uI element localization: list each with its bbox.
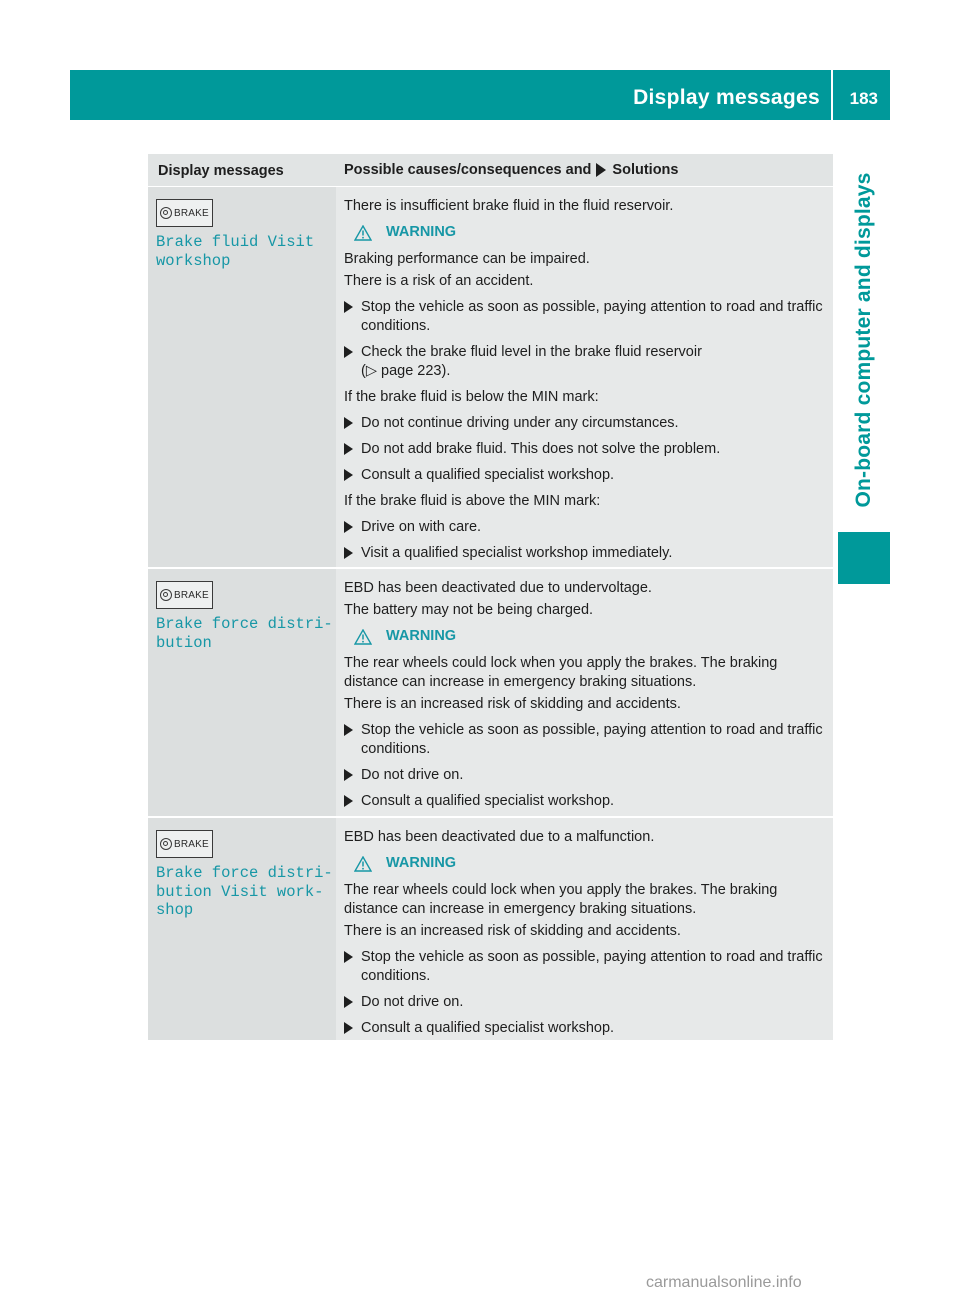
step-arrow-icon	[344, 301, 353, 313]
warning-text: Braking performance can be impaired.	[344, 251, 590, 267]
condition-text: If the brake fluid is below the MIN mark:	[344, 389, 599, 405]
instruction-step: Consult a qualified specialist workshop.	[344, 792, 825, 811]
warning-triangle-icon	[354, 629, 372, 645]
warning-heading: WARNING	[354, 223, 825, 242]
instruction-step: Consult a qualified specialist workshop.	[344, 466, 825, 485]
chapter-label: On-board computer and displays	[852, 172, 875, 508]
brake-warning-icon: BRAKE	[156, 830, 213, 858]
display-message: Brake force distri‐ bution Visit work‐ shop	[156, 864, 333, 919]
arrow-right-icon	[596, 163, 606, 177]
warning-heading: WARNING	[354, 627, 825, 646]
warning-triangle-icon	[354, 225, 372, 241]
display-message: Brake fluid Visit workshop	[156, 233, 315, 270]
solutions-cell	[336, 569, 833, 816]
instruction-step: Stop the vehicle as soon as possible, paying attention to road and traffic conditions.	[344, 948, 825, 986]
step-arrow-icon	[344, 469, 353, 481]
instruction-step: Consult a qualified specialist workshop.	[344, 1019, 825, 1038]
table-row	[148, 818, 833, 1042]
instruction-step: Drive on with care.	[344, 518, 825, 537]
instruction-step: Do not drive on.	[344, 993, 825, 1012]
column-header-display: Display messages	[158, 163, 284, 179]
cause-text: There is insufficient brake fluid in the fluid reservoir.	[344, 198, 674, 214]
chapter-tab	[838, 150, 890, 530]
condition-text: If the brake fluid is above the MIN mark:	[344, 493, 601, 509]
column-header-causes	[336, 154, 678, 186]
warning-text: The rear wheels could lock when you apply the brakes. The braking distance can increase in emergency braking situations.	[344, 882, 778, 917]
column-header-solutions-text: Solutions	[612, 162, 679, 178]
chapter-marker	[838, 532, 890, 584]
instruction-step	[344, 343, 825, 381]
warning-text: There is an increased risk of skidding and accidents.	[344, 696, 681, 712]
display-cell	[148, 187, 336, 567]
instruction-step: Do not continue driving under any circumstances.	[344, 414, 825, 433]
step-arrow-icon	[344, 769, 353, 781]
step-arrow-icon	[344, 547, 353, 559]
brake-circle-icon	[160, 838, 172, 850]
brake-warning-icon: BRAKE	[156, 199, 213, 227]
column-header-causes-text: Possible causes/consequences and	[344, 162, 592, 178]
step-arrow-icon	[344, 951, 353, 963]
display-cell	[148, 569, 336, 816]
step-arrow-icon	[344, 417, 353, 429]
brake-circle-icon	[160, 589, 172, 601]
cause-text: EBD has been deactivated due to a malfunction.	[344, 829, 655, 845]
display-message: Brake force distri‐ bution	[156, 615, 333, 652]
step-arrow-icon	[344, 795, 353, 807]
instruction-step: Visit a qualified specialist workshop immediately.	[344, 544, 825, 563]
section-title: Display messages	[633, 86, 820, 109]
instruction-step: Do not drive on.	[344, 766, 825, 785]
step-arrow-icon	[344, 724, 353, 736]
table-header	[148, 154, 833, 187]
step-arrow-icon	[344, 443, 353, 455]
instruction-step: Stop the vehicle as soon as possible, paying attention to road and traffic conditions.	[344, 298, 825, 336]
step-arrow-icon	[344, 346, 353, 358]
warning-triangle-icon	[354, 856, 372, 872]
header-divider	[831, 70, 833, 120]
brake-circle-icon	[160, 207, 172, 219]
warning-text: There is an increased risk of skidding and accidents.	[344, 923, 681, 939]
instruction-step: Do not add brake fluid. This does not solve the problem.	[344, 440, 825, 459]
page-reference-link[interactable]: (▷ page 223).	[361, 363, 451, 379]
instruction-step: Stop the vehicle as soon as possible, paying attention to road and traffic conditions.	[344, 721, 825, 759]
table-row	[148, 187, 833, 569]
cause-text: EBD has been deactivated due to undervoltage.	[344, 580, 652, 596]
watermark-text: carmanualsonline.info	[646, 1274, 802, 1291]
table-row	[148, 569, 833, 818]
step-arrow-icon	[344, 521, 353, 533]
brake-warning-icon: BRAKE	[156, 581, 213, 609]
warning-text: The rear wheels could lock when you apply the brakes. The braking distance can increase in emergency braking situations.	[344, 655, 778, 690]
step-arrow-icon	[344, 1022, 353, 1034]
cause-text: The battery may not be being charged.	[344, 602, 594, 618]
page-header	[70, 70, 890, 120]
warning-text: There is a risk of an accident.	[344, 273, 534, 289]
page-number: 183	[849, 89, 878, 108]
step-arrow-icon	[344, 996, 353, 1008]
display-messages-table	[148, 154, 833, 1042]
solutions-cell	[336, 187, 833, 567]
warning-heading: WARNING	[354, 854, 825, 873]
solutions-cell	[336, 818, 833, 1040]
display-cell	[148, 818, 336, 1040]
step-text: Check the brake fluid level in the brake fluid reservoir	[361, 344, 702, 360]
